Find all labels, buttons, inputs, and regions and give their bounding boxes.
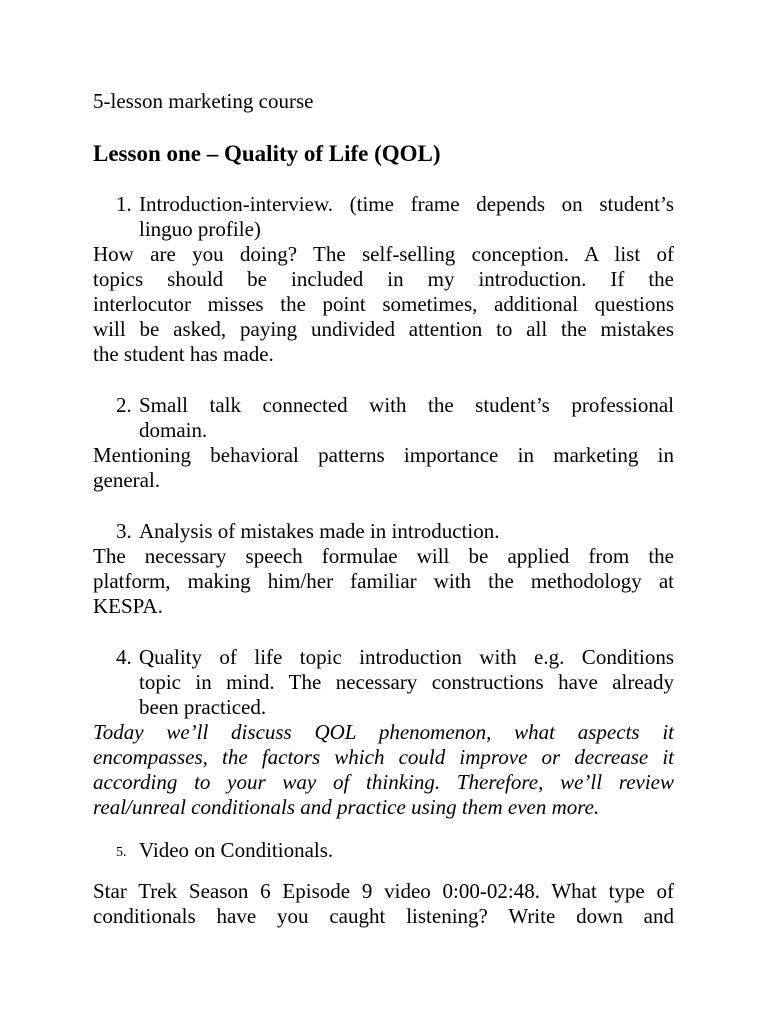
item-1-number: 1. xyxy=(116,192,132,216)
item-5-line-1: Video on Conditionals. xyxy=(139,838,334,862)
item-3-number: 3. xyxy=(116,519,132,543)
item-2-body-1: Mentioning behavioral patterns importance in marketing in xyxy=(93,443,674,467)
item-3-body-3: KESPA. xyxy=(93,594,163,618)
item-4-body-3: according to your way of thinking. Therefore, we’ll review xyxy=(93,770,674,794)
item-1-line-1: Introduction-interview. (time frame depends on student’s xyxy=(139,192,674,216)
item-4-line-1: Quality of life topic introduction with e.g. Conditions xyxy=(139,645,674,669)
item-1-line-2: linguo profile) xyxy=(139,217,261,241)
lesson-title: Lesson one – Quality of Life (QOL) xyxy=(93,141,441,166)
item-2-line-1: Small talk connected with the student’s professional xyxy=(139,393,674,417)
item-4-body-4: real/unreal conditionals and practice using them even more. xyxy=(93,795,600,819)
item-5-body-1: Star Trek Season 6 Episode 9 video 0:00-02:48. What type of xyxy=(93,879,674,903)
item-1-body-1: How are you doing? The self-selling conception. A list of xyxy=(93,242,674,266)
item-2-line-2: domain. xyxy=(139,418,208,442)
item-1-body-4: will be asked, paying undivided attention to all the mistakes xyxy=(93,317,674,341)
item-5-number: 5. xyxy=(116,845,127,860)
item-4-line-2: topic in mind. The necessary constructions have already xyxy=(139,670,674,694)
item-1-body-2: topics should be included in my introduction. If the xyxy=(93,267,674,291)
item-5-body-2: conditionals have you caught listening? Write down and xyxy=(93,904,674,928)
item-2-number: 2. xyxy=(116,393,132,417)
item-4-number: 4. xyxy=(116,645,132,669)
item-3-line-1: Analysis of mistakes made in introduction. xyxy=(139,519,500,543)
item-3-body-2: platform, making him/her familiar with the methodology at xyxy=(93,569,674,593)
item-1-body-5: the student has made. xyxy=(93,342,274,366)
item-2-body-2: general. xyxy=(93,468,161,492)
item-4-body-2: encompasses, the factors which could improve or decrease it xyxy=(93,745,674,769)
item-4-line-3: been practiced. xyxy=(139,695,267,719)
course-heading: 5-lesson marketing course xyxy=(93,89,314,113)
item-3-body-1: The necessary speech formulae will be applied from the xyxy=(93,544,674,568)
item-1-body-3: interlocutor misses the point sometimes, additional questions xyxy=(93,292,674,316)
item-4-body-1: Today we’ll discuss QOL phenomenon, what aspects it xyxy=(93,720,674,744)
